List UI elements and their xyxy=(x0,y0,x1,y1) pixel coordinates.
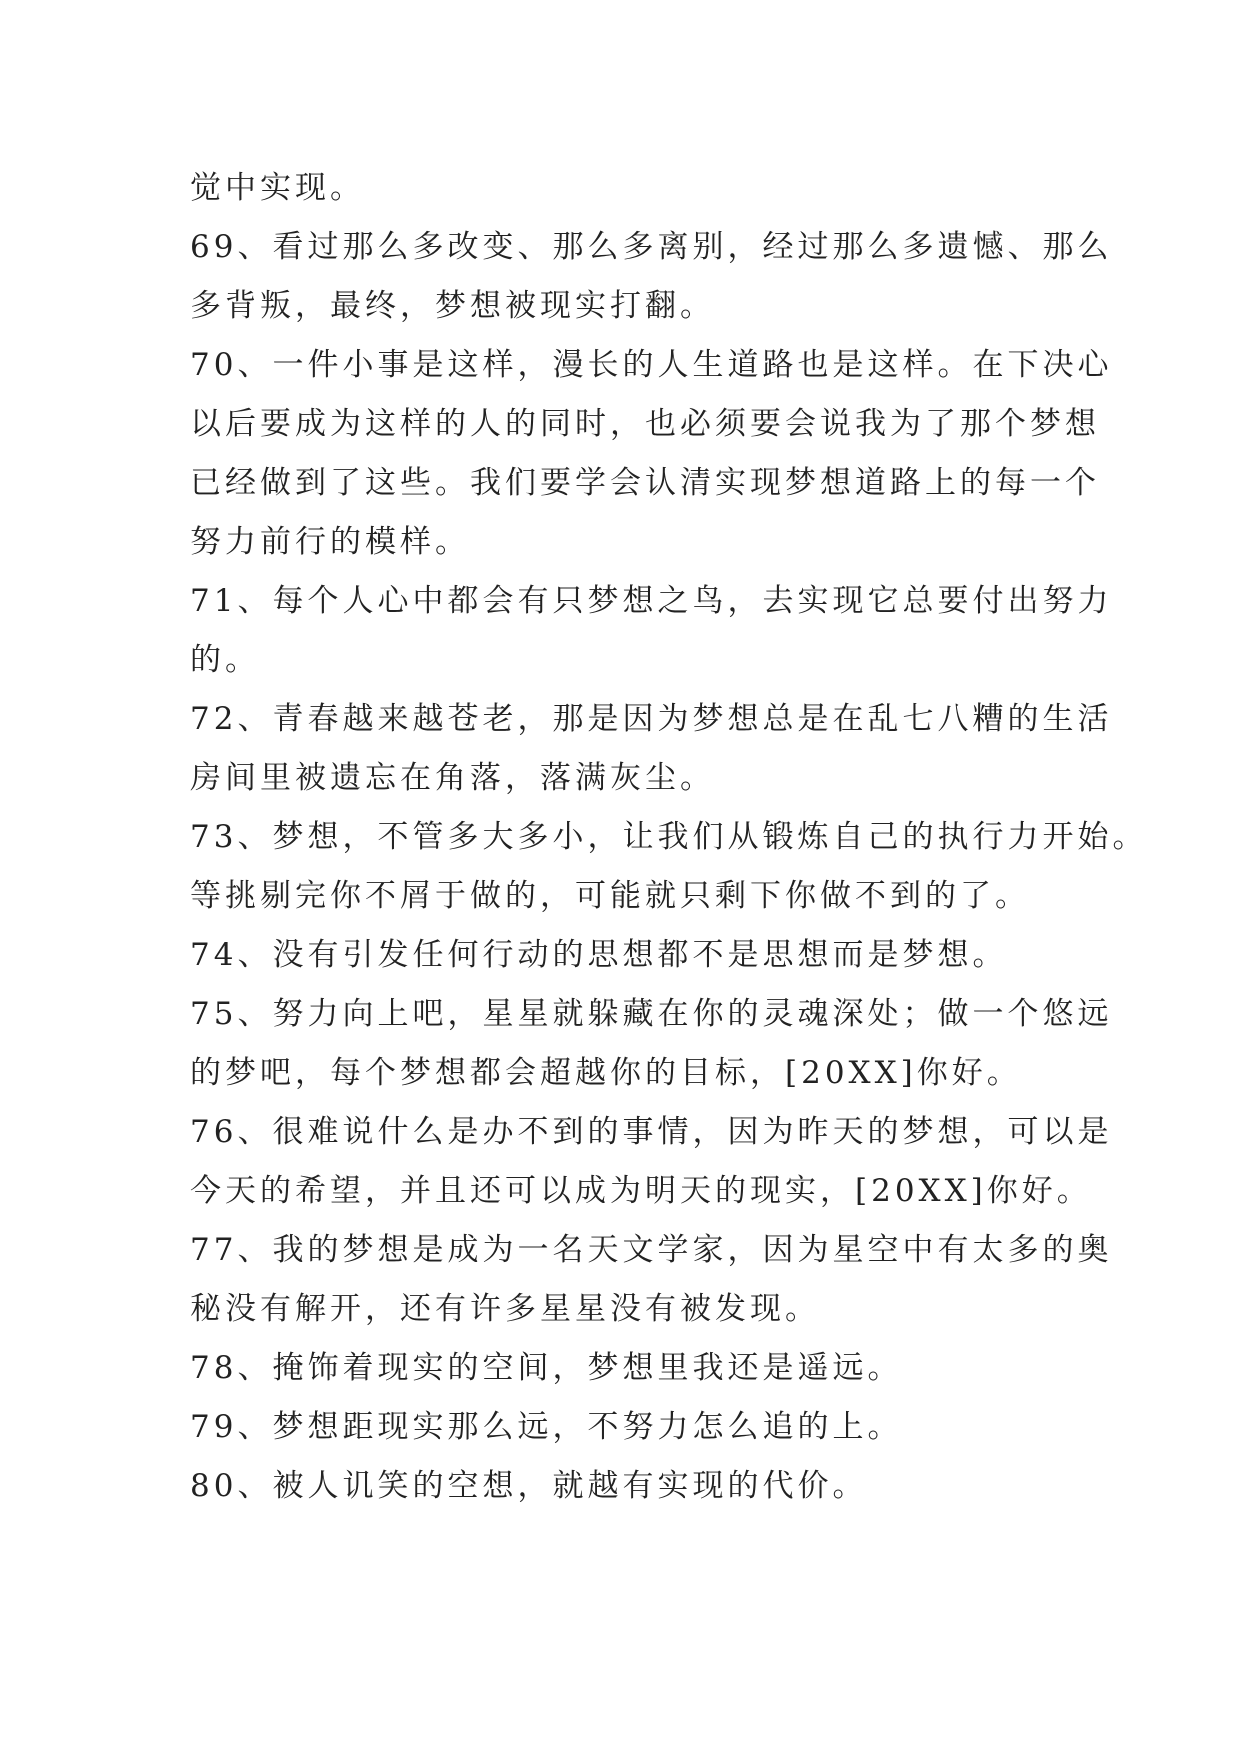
text-line: 多背叛，最终，梦想被现实打翻。 xyxy=(190,288,715,324)
text-line: 75、努力向上吧，星星就躲藏在你的灵魂深处；做一个悠远 xyxy=(190,996,1113,1032)
text-line: 69、看过那么多改变、那么多离别，经过那么多遗憾、那么 xyxy=(190,229,1113,265)
text-line: 的梦吧，每个梦想都会超越你的目标，[20XX]你好。 xyxy=(190,1055,1022,1091)
text-line: 76、很难说什么是办不到的事情，因为昨天的梦想，可以是 xyxy=(190,1114,1113,1150)
text-line: 72、青春越来越苍老，那是因为梦想总是在乱七八糟的生活 xyxy=(190,701,1113,737)
text-line: 70、一件小事是这样，漫长的人生道路也是这样。在下决心 xyxy=(190,347,1113,383)
text-line: 秘没有解开，还有许多星星没有被发现。 xyxy=(190,1291,820,1327)
text-line: 等挑剔完你不屑于做的，可能就只剩下你做不到的了。 xyxy=(190,878,1030,914)
text-line: 今天的希望，并且还可以成为明天的现实，[20XX]你好。 xyxy=(190,1173,1092,1209)
text-line: 以后要成为这样的人的同时，也必须要会说我为了那个梦想 xyxy=(190,406,1100,442)
document-body xyxy=(190,159,1148,1516)
text-line: 努力前行的模样。 xyxy=(190,524,470,560)
text-line: 78、掩饰着现实的空间，梦想里我还是遥远。 xyxy=(190,1350,903,1386)
text-line: 觉中实现。 xyxy=(190,170,365,206)
text-line: 77、我的梦想是成为一名天文学家，因为星空中有太多的奥 xyxy=(190,1232,1113,1268)
text-line: 71、每个人心中都会有只梦想之鸟，去实现它总要付出努力 xyxy=(190,583,1113,619)
text-line: 80、被人讥笑的空想，就越有实现的代价。 xyxy=(190,1468,868,1504)
text-line: 73、梦想，不管多大多小，让我们从锻炼自己的执行力开始。 xyxy=(190,819,1148,855)
text-line: 74、没有引发任何行动的思想都不是思想而是梦想。 xyxy=(190,937,1008,973)
text-line: 已经做到了这些。我们要学会认清实现梦想道路上的每一个 xyxy=(190,465,1100,501)
text-line: 的。 xyxy=(190,642,260,678)
text-line: 房间里被遗忘在角落，落满灰尘。 xyxy=(190,760,715,796)
text-line: 79、梦想距现实那么远，不努力怎么追的上。 xyxy=(190,1409,903,1445)
